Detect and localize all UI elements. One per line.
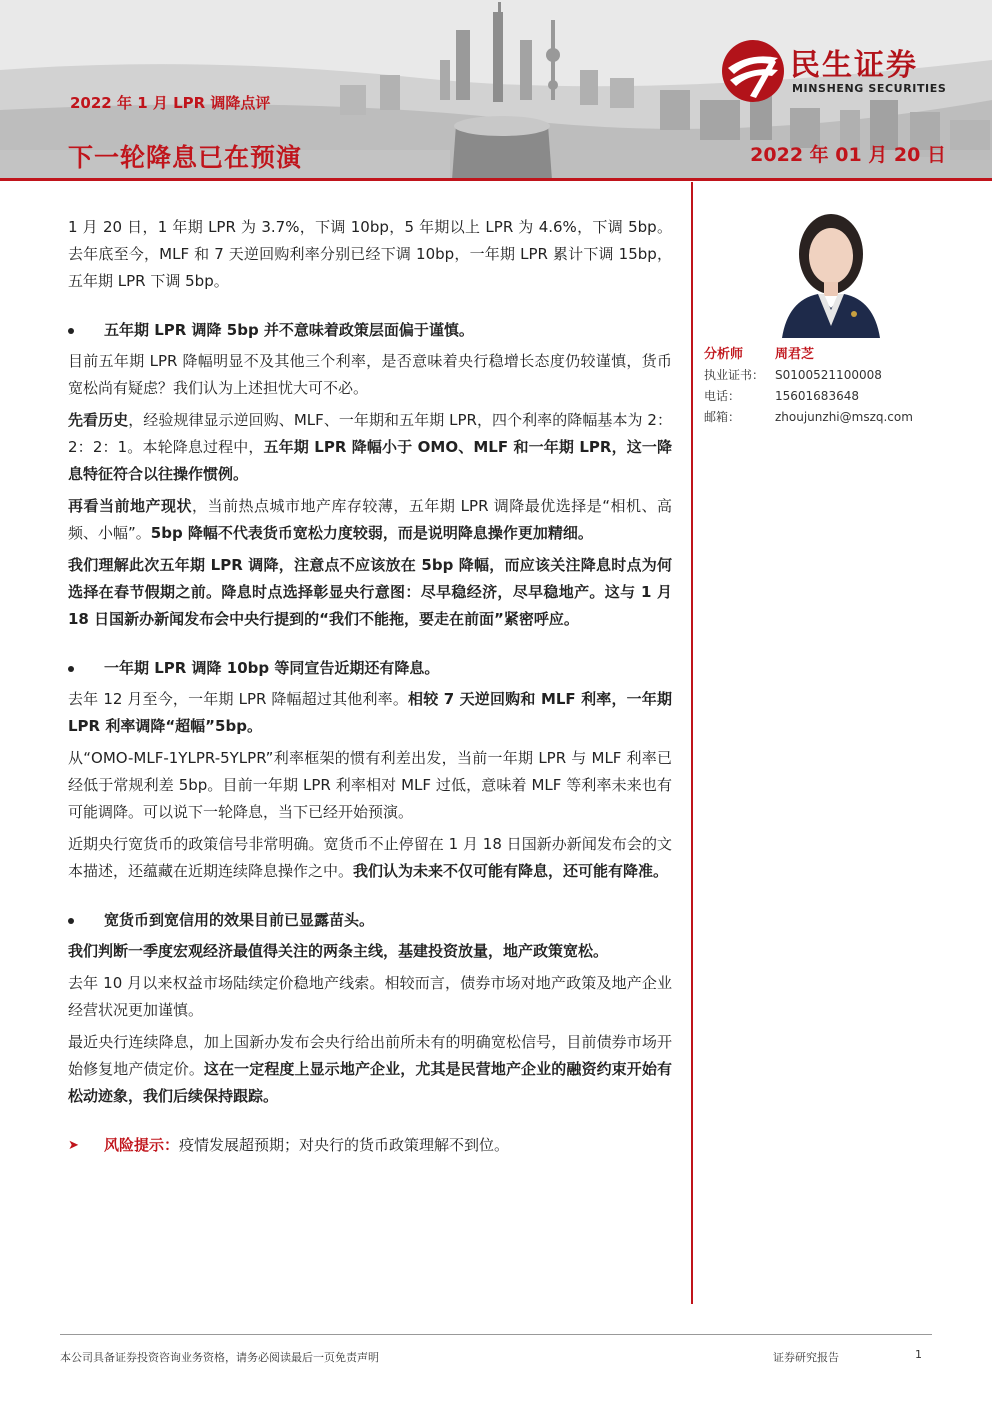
phone-value: 15601683648	[775, 389, 859, 403]
bullet-icon	[68, 918, 74, 924]
analyst-name: 周君芝	[775, 347, 815, 362]
column-divider	[691, 182, 693, 1304]
section3-paragraph: 最近央行连续降息，加上国新办发布会央行给出前所未有的明确宽松信号，目前债券市场开始修复地产债定价。这在一定程度上显示地产企业，尤其是民营地产企业的融资约束开始有松动迹象，我们后续保持跟踪。	[68, 1033, 672, 1105]
section3-paragraph: 我们判断一季度宏观经济最值得关注的两条主线，基建投资放量，地产政策宽松。	[68, 942, 609, 960]
phone-label: 电话：	[704, 389, 741, 403]
cert-value: S0100521100008	[775, 368, 882, 382]
section1-paragraph: 我们理解此次五年期 LPR 调降，注意点不应该放在 5bp 降幅，而应该关注降息时点为何选择在春节假期之前。降息时点选择彰显央行意图：尽早稳经济，尽早稳地产。这与 1 月 18 日国新办新闻发布会中央行提到的“我们不能拖，要走在前面”紧密呼应。	[68, 556, 672, 628]
email-label: 邮箱：	[704, 410, 741, 424]
intro-paragraph: 1 月 20 日，1 年期 LPR 为 3.7%，下调 10bp，5 年期以上 LPR 为 4.6%，下调 5bp。去年底至今，MLF 和 7 天逆回购利率分别已经下调 10bp，一年期 LPR 累计下调 15bp，五年期 LPR 下调 5bp。	[68, 218, 672, 290]
risk-warning	[68, 1132, 672, 1159]
section2-paragraph: 近期央行宽货币的政策信号非常明确。宽货币不止停留在 1 月 18 日国新办新闻发布会的文本描述，还蕴藏在近期连续降息操作之中。我们认为未来不仅可能有降息，还可能有降准。	[68, 835, 672, 880]
risk-text: 疫情发展超预期；对央行的货币政策理解不到位。	[179, 1136, 510, 1154]
section1-paragraph: 再看当前地产现状，当前热点城市地产库存较薄，五年期 LPR 调降最优选择是“相机、高频、小幅”。5bp 降幅不代表货币宽松力度较弱，而是说明降息操作更加精细。	[68, 497, 672, 542]
logo-text-en: MINSHENG SECURITIES	[792, 82, 947, 95]
cert-label: 执业证书：	[704, 368, 765, 382]
section1-paragraph: 先看历史，经验规律显示逆回购、MLF、一年期和五年期 LPR，四个利率的降幅基本为 2：2：2：1。本轮降息过程中，五年期 LPR 降幅小于 OMO、MLF 和一年期 LPR，这一降息特征符合以往操作惯例。	[68, 411, 672, 483]
analyst-photo	[774, 196, 888, 338]
footer-disclaimer: 本公司具备证券投资咨询业务资格，请务必阅读最后一页免责声明	[60, 1351, 379, 1364]
page-number: 1	[915, 1348, 922, 1361]
bullet-icon	[68, 328, 74, 334]
arrow-bullet-icon: ➤	[68, 1138, 79, 1153]
bullet-icon	[68, 666, 74, 672]
analyst-info	[704, 344, 964, 428]
section1-heading: 五年期 LPR 调降 5bp 并不意味着政策层面偏于谨慎。	[68, 317, 672, 344]
footer-divider	[60, 1334, 932, 1335]
analyst-portrait-image	[774, 196, 888, 338]
header-divider	[0, 178, 992, 181]
report-type: 2022 年 1 月 LPR 调降点评	[70, 94, 271, 112]
cert-row	[704, 365, 964, 386]
analyst-row	[704, 344, 964, 365]
section3-heading: 宽货币到宽信用的效果目前已显露苗头。	[68, 907, 672, 934]
email-row	[704, 407, 964, 428]
main-content	[68, 214, 672, 1159]
logo-mark-icon	[720, 38, 786, 104]
section2-paragraph: 从“OMO-MLF-1YLPR-5YLPR”利率框架的惯有利差出发，当前一年期 LPR 与 MLF 利率已经低于常规利差 5bp。目前一年期 LPR 利率相对 MLF 过低，意味着 MLF 等利率未来也有可能调降。可以说下一轮降息，当下已经开始预演。	[68, 749, 672, 821]
header-banner	[0, 0, 992, 180]
section2-paragraph: 去年 12 月至今，一年期 LPR 降幅超过其他利率。相较 7 天逆回购和 MLF 利率，一年期 LPR 利率调降“超幅”5bp。	[68, 690, 672, 735]
logo-text-cn: 民生证券	[790, 48, 918, 83]
footer-doc-type: 证券研究报告	[773, 1351, 839, 1364]
company-logo	[720, 38, 970, 104]
section1-paragraph: 目前五年期 LPR 降幅明显不及其他三个利率，是否意味着央行稳增长态度仍较谨慎，货币宽松尚有疑虑？我们认为上述担忧大可不必。	[68, 352, 672, 397]
section3-paragraph: 去年 10 月以来权益市场陆续定价稳地产线索。相较而言，债券市场对地产政策及地产企业经营状况更加谨慎。	[68, 974, 672, 1019]
risk-label: 风险提示：	[104, 1136, 180, 1154]
phone-row	[704, 386, 964, 407]
analyst-role: 分析师	[704, 347, 744, 362]
report-date: 2022 年 01 月 20 日	[750, 144, 946, 166]
email-link[interactable]: zhoujunzhi@mszq.com	[775, 410, 913, 424]
page-title: 下一轮降息已在预演	[68, 143, 303, 172]
section2-heading: 一年期 LPR 调降 10bp 等同宣告近期还有降息。	[68, 655, 672, 682]
